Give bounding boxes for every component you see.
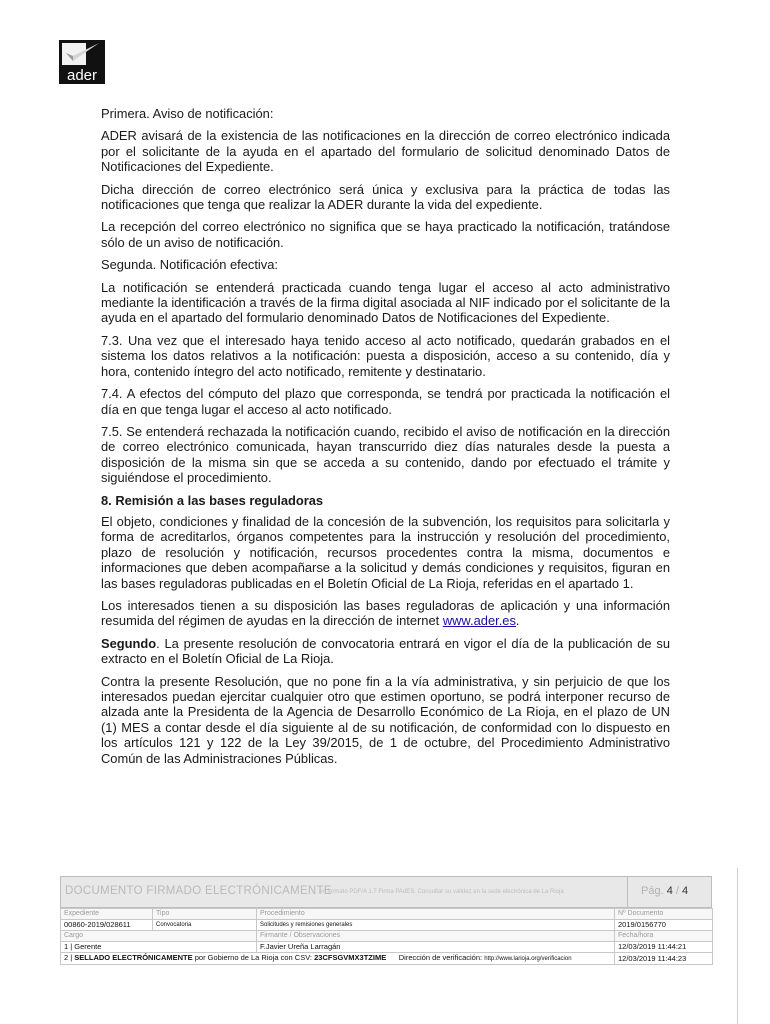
section-8-heading: 8. Remisión a las bases reguladoras	[101, 492, 324, 508]
label-expediente: Expediente	[61, 909, 153, 920]
paragraph-7-3: 7.3. Una vez que el interesado haya tenido acceso al acto notificado, quedarán grabados en el sistema los datos relativos a la notificación: puesta a disposición, acceso a su contenido, día y hora, contenido íntegro del acto notificado, remitente y destinatario.	[101, 332, 670, 379]
expediente-value: 00860-2019/028611	[61, 920, 153, 931]
footer-title: DOCUMENTO FIRMADO ELECTRÓNICAMENTE	[65, 885, 332, 897]
label-n-documento: Nº Documento	[615, 909, 713, 920]
n-documento-value: 2019/0156770	[615, 920, 713, 931]
label-tipo: Tipo	[153, 909, 257, 920]
verif-label: Dirección de verificación:	[398, 953, 485, 962]
paragraph-7-4: 7.4. A efectos del cómputo del plazo que corresponda, se tendrá por practicada la notificación el día en que tenga lugar el acceso al acto notificado.	[101, 386, 670, 417]
signer-1-cargo-text: Gerente	[74, 942, 102, 951]
signer-2-num: 2	[64, 953, 69, 962]
paragraph-aviso: ADER avisará de la existencia de las notificaciones en la dirección de correo electrónico indicada por el solicitante de la ayuda en el apartado del formulario de solicitud denominado Datos de Notificaciones del Expediente.	[101, 128, 670, 175]
sello-bold: SELLADO ELECTRÓNICAMENTE	[74, 953, 193, 962]
page-sep: /	[675, 885, 679, 897]
notificacion-heading: Segunda. Notificación efectiva:	[101, 257, 278, 273]
label-procedimiento: Procedimiento	[257, 909, 615, 920]
table-row	[61, 931, 713, 942]
page-current: 4	[666, 885, 673, 897]
paragraph-notificacion: La notificación se entenderá practicada cuando tenga lugar el acceso al acto administrativo mediante la identificación a través de la firma digital asociada al NIF indicado por el solicitante de la ayuda en el apartado del formulario denominado Datos de Notificaciones del Expediente.	[101, 279, 670, 326]
sello-text: por Gobierno de La Rioja con CSV:	[192, 953, 315, 962]
csv-code: 23CFSGVMX3TZIME	[314, 953, 387, 962]
paragraph-direccion: Dicha dirección de correo electrónico será única y exclusiva para la práctica de todas las notificaciones que tenga que realizar la ADER durante la vida del expediente.	[101, 181, 670, 213]
tipo-value: Convocatoria	[153, 920, 257, 931]
signature-table	[60, 908, 713, 965]
label-cargo: Cargo	[61, 931, 257, 942]
segundo-lead: Segundo	[101, 635, 157, 651]
procedimiento-value: Solicitudes y remisiones generales	[257, 920, 615, 931]
signer-1-num: 1	[64, 942, 69, 951]
table-row	[61, 942, 713, 953]
paragraph-recurso: Contra la presente Resolución, que no pone fin a la vía administrativa, y sin perjuicio de que los interesados puedan ejercitar cualquier otro que estimen oportuno, se podrá interponer recurso de alzada ante la Presidenta de la Agencia de Desarrollo Económico de La Rioja, en el plazo de UN (1) MES a contar desde el día siguiente al de su notificación, de conformidad con lo dispuesto en los artículos 121 y 122 de la Ley 39/2015, de 1 de octubre, del Procedimiento Administrativo Común de las Administraciones Públicas.	[101, 673, 670, 766]
footer-separator	[627, 877, 628, 907]
verif-url[interactable]: http://www.larioja.org/verificacion	[484, 956, 572, 962]
paragraph-bases: El objeto, condiciones y finalidad de la concesión de la subvención, los requisitos para solicitarla y forma de acreditarlos, órganos competentes para la instrucción y resolución del procedimiento, plazo de resolución y notificación, recursos procedentes contra la misma, documentos e informaciones que deben acompañarse a la solicitud y demás condiciones y requisitos, figuran en las bases reguladoras publicadas en el Boletín Oficial de La Rioja, referidas en el apartado 1.	[101, 513, 670, 591]
margin-line	[737, 868, 738, 1024]
footer-subtitle: en formato PDF/A 1.7 Firma PAdES. Consultar su validez en la sede electrónica de La Rioja	[319, 889, 564, 895]
document-body	[101, 106, 670, 773]
ader-logo-mark	[59, 40, 105, 84]
signer-2-fecha: 12/03/2019 11:44:23	[615, 953, 713, 965]
table-row	[61, 920, 713, 931]
internet-text: Los interesados tienen a su disposición las bases reguladoras de aplicación y una información resumida del régimen de ayudas en la dirección de internet	[101, 597, 670, 629]
paragraph-recepcion: La recepción del correo electrónico no significa que se haya practicado la notificación, tratándose sólo de un aviso de notificación.	[101, 219, 670, 250]
footer-banner	[60, 876, 712, 908]
paragraph-segundo	[101, 636, 670, 667]
paragraph-7-5: 7.5. Se entenderá rechazada la notificación cuando, recibido el aviso de notificación en la dirección de correo electrónico comunicada, hayan transcurrido diez días naturales desde la puesta a disposición de la misma sin que se acceda a su contenido, dando por efectuado el trámite y siguiéndose el procedimiento.	[101, 423, 670, 486]
signer-2-sello: 2 | SELLADO ELECTRÓNICAMENTE por Gobierno de La Rioja con CSV: 23CFSGVMX3TZIME Dirección de verificación: http://www.larioja.org/verificacion	[61, 953, 615, 965]
paragraph-internet	[101, 598, 670, 629]
signature-footer	[60, 876, 712, 965]
internet-end: .	[515, 613, 520, 629]
signer-1-cargo: 1 | Gerente	[61, 942, 257, 953]
signer-1-fecha: 12/03/2019 11:44:21	[615, 942, 713, 953]
logo-text: ader	[66, 67, 98, 84]
segundo-text: . La presente resolución de convocatoria entrará en vigor el día de la publicación de su extracto en el Boletín Oficial de La Rioja.	[101, 635, 670, 667]
label-fecha: Fecha/hora	[615, 931, 713, 942]
page-total: 4	[682, 885, 689, 897]
table-row	[61, 909, 713, 920]
aviso-heading: Primera. Aviso de notificación:	[101, 106, 274, 121]
page-indicator	[641, 885, 688, 897]
label-firmante: Firmante / Observaciones	[257, 931, 615, 942]
signer-1-firmante: F.Javier Ureña Larragán	[257, 942, 615, 953]
ader-link[interactable]: www.ader.es	[442, 613, 516, 629]
table-row	[61, 953, 713, 965]
page-label: Pág.	[641, 885, 664, 897]
ader-logo	[59, 40, 105, 84]
